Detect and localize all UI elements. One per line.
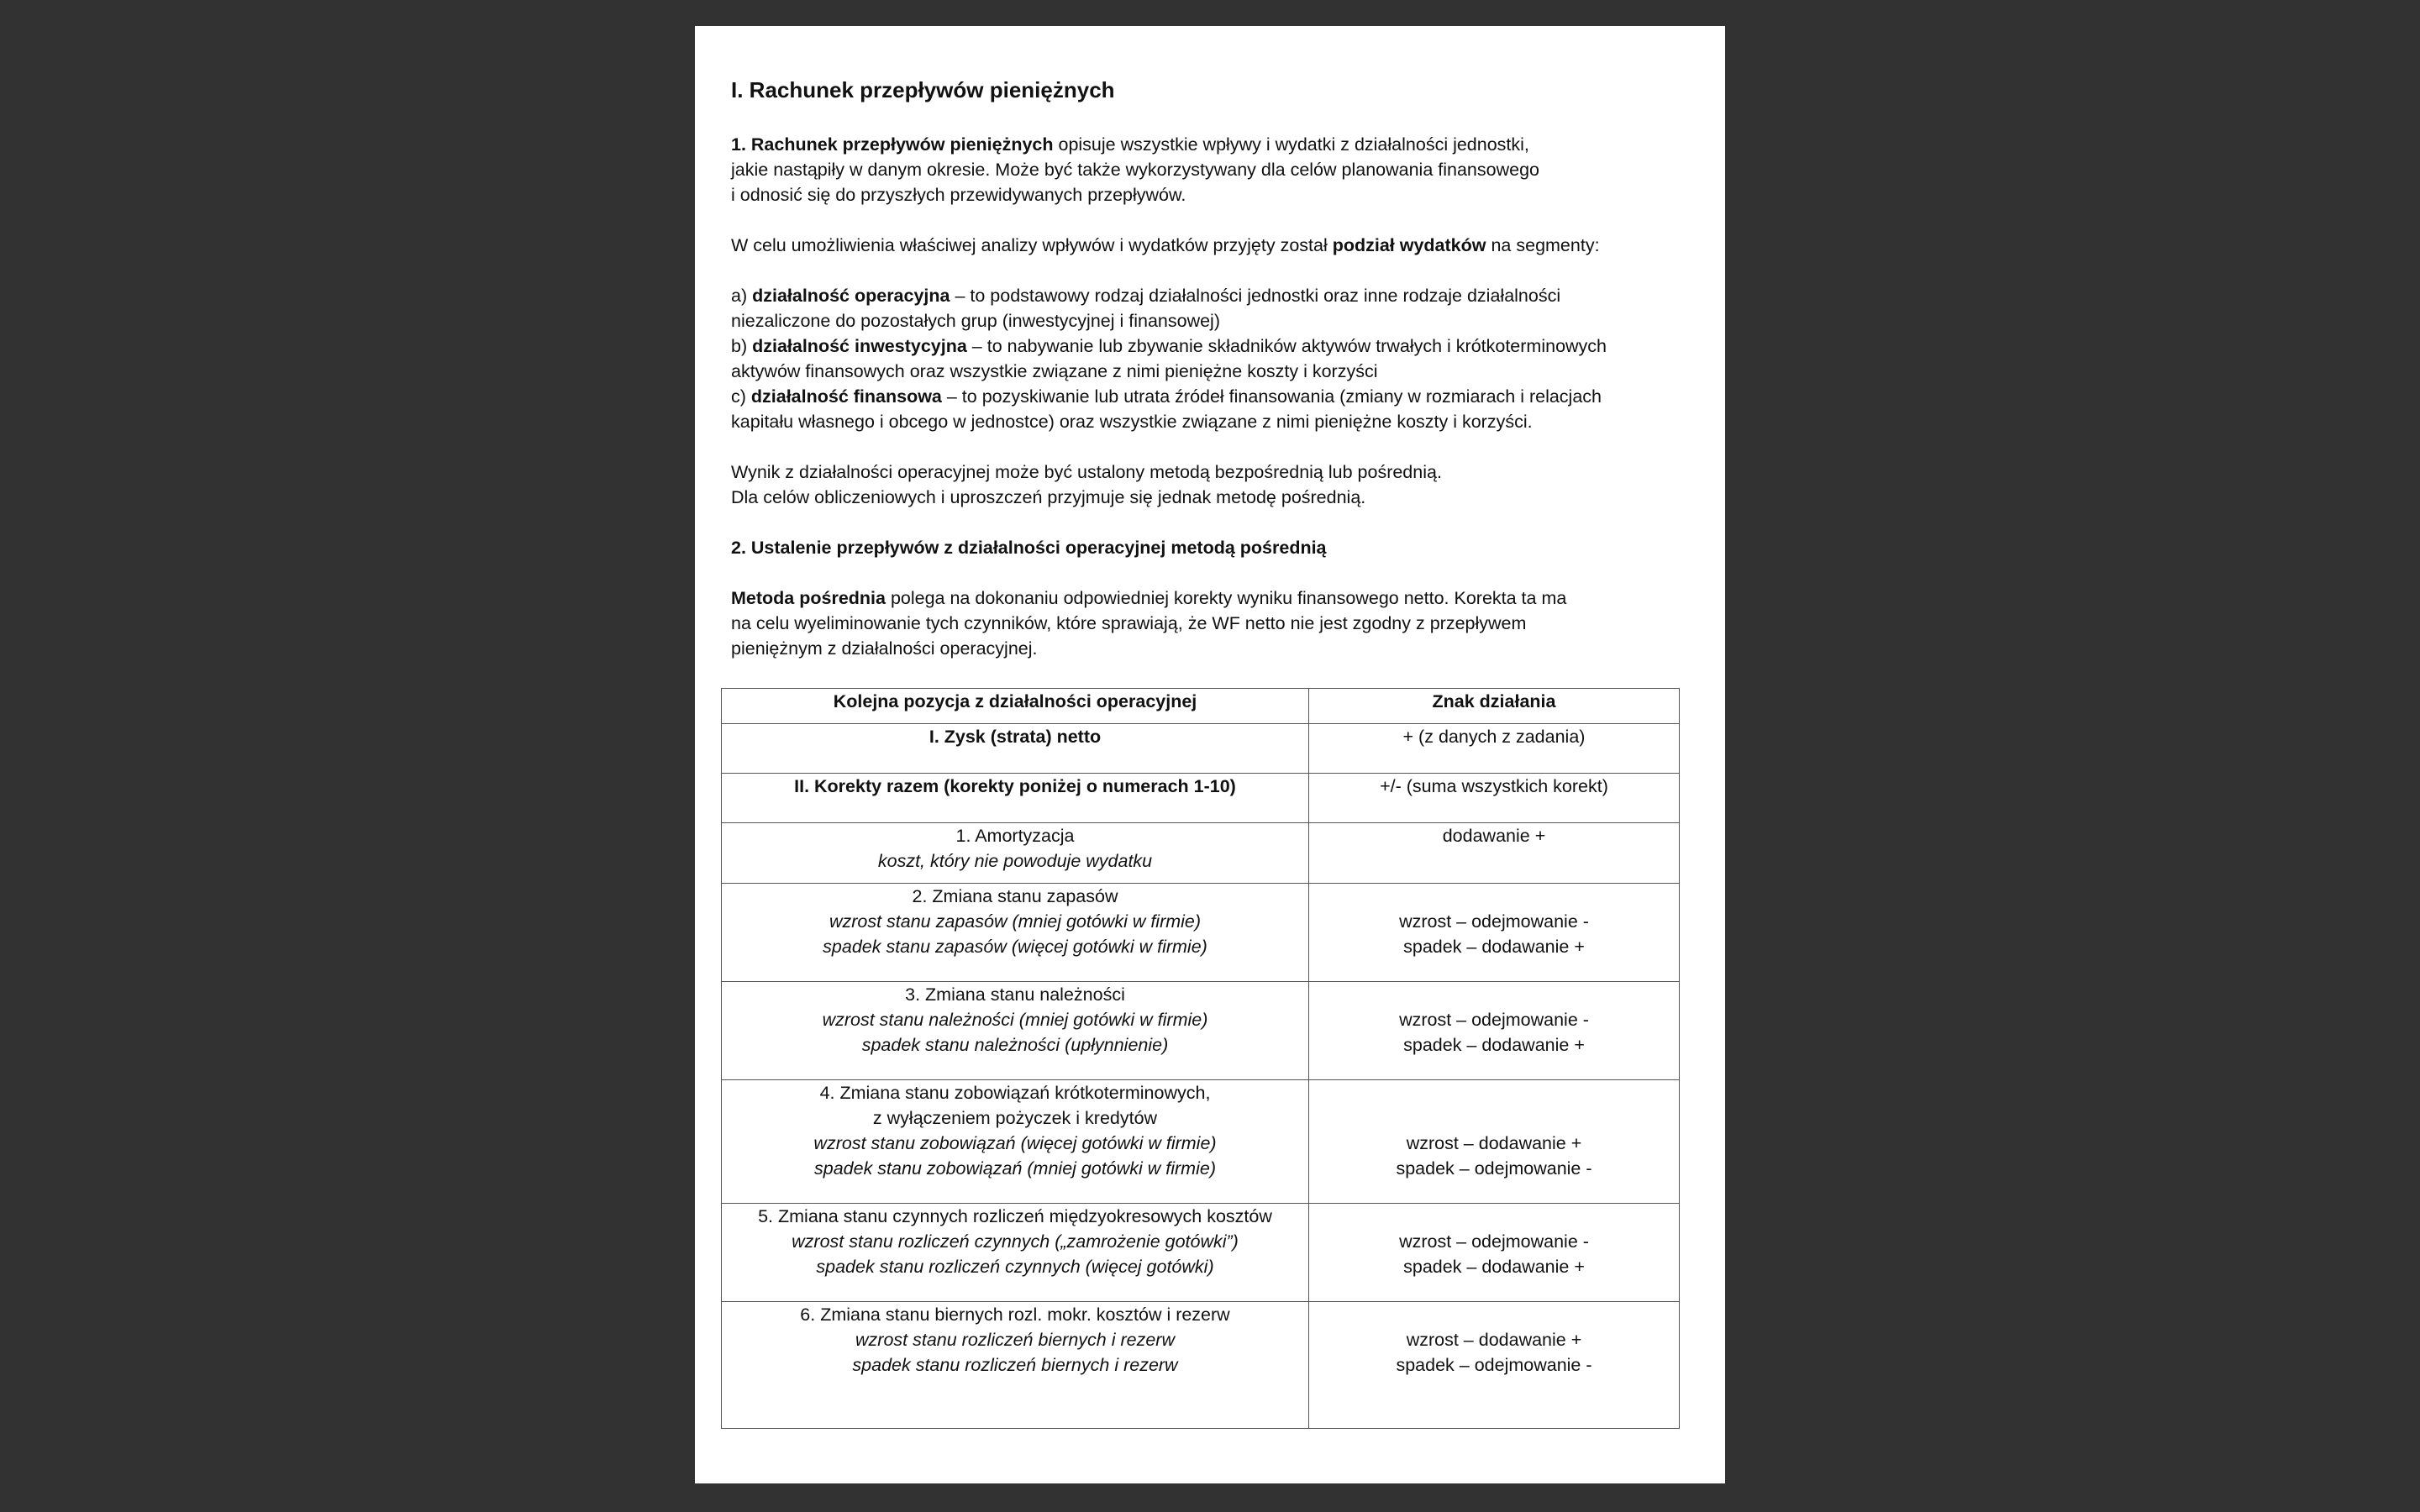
document-page bbox=[695, 26, 1725, 1483]
table-row: 6. Zmiana stanu biernych rozl. mokr. kosztów i rezerw wzrost stanu rozliczeń biernych i rezerw spadek stanu rozliczeń biernych i rezerw wzrost – dodawanie + spadek – odejmowanie - bbox=[722, 1302, 1680, 1429]
page-content bbox=[731, 73, 1697, 686]
segments-list: a) działalność operacyjna – to podstawowy rodzaj działalności jednostki oraz inne rodzaje działalności niezaliczone do pozostałych grup (inwestycyjnej i finansowej) b) działalność inwestycyjna – to nabywanie lub zbywanie składników aktywów trwałych i krótkoterminowych aktywów finansowych oraz wszystkie związane z nimi pieniężne koszty i korzyści c) działalność finansowa – to pozyskiwanie lub utrata źródeł finansowania (zmiany w rozmiarach i relacjach kapitału własnego i obcego w jednostce) oraz wszystkie związane z nimi pieniężne koszty i korzyści. bbox=[731, 283, 1697, 434]
header-sign: Znak działania bbox=[1309, 689, 1680, 724]
segment-a: a) działalność operacyjna – to podstawowy rodzaj działalności jednostki oraz inne rodzaje działalności bbox=[731, 286, 1561, 306]
table-row: 2. Zmiana stanu zapasów wzrost stanu zapasów (mniej gotówki w firmie) spadek stanu zapasów (więcej gotówki w firmie) wzrost – odejmowanie - spadek – dodawanie + bbox=[722, 884, 1680, 982]
segment-c: c) działalność finansowa – to pozyskiwanie lub utrata źródeł finansowania (zmiany w rozmiarach i relacjach bbox=[731, 386, 1602, 407]
paragraph-method: Wynik z działalności operacyjnej może być ustalony metodą bezpośrednią lub pośrednią. Dla celów obliczeniowych i uproszczeń przyjmuje się jednak metodę pośrednią. bbox=[731, 462, 1442, 507]
table-header-row bbox=[722, 689, 1680, 724]
operations-table bbox=[721, 688, 1680, 1429]
table-row: 1. Amortyzacja koszt, który nie powoduje wydatku dodawanie + bbox=[722, 823, 1680, 884]
section-2-title: 2. Ustalenie przepływów z działalności operacyjnej metodą pośrednią bbox=[731, 538, 1327, 558]
table-row: 3. Zmiana stanu należności wzrost stanu należności (mniej gotówki w firmie) spadek stanu należności (upłynnienie) wzrost – odejmowanie - spadek – dodawanie + bbox=[722, 982, 1680, 1080]
intro-bold: 1. Rachunek przepływów pieniężnych bbox=[731, 134, 1054, 155]
segment-b: b) działalność inwestycyjna – to nabywanie lub zbywanie składników aktywów trwałych i krótkoterminowych bbox=[731, 336, 1607, 356]
table-row: II. Korekty razem (korekty poniżej o numerach 1-10) +/- (suma wszystkich korekt) bbox=[722, 774, 1680, 823]
paragraph-division: W celu umożliwienia właściwej analizy wpływów i wydatków przyjęty został podział wydatków na segmenty: bbox=[731, 235, 1600, 255]
table-row: 4. Zmiana stanu zobowiązań krótkoterminowych, z wyłączeniem pożyczek i kredytów wzrost stanu zobowiązań (więcej gotówki w firmie) spadek stanu zobowiązań (mniej gotówki w firmie) wzrost – dodawanie + spadek – odejmowanie - bbox=[722, 1080, 1680, 1204]
table-row: I. Zysk (strata) netto + (z danych z zadania) bbox=[722, 724, 1680, 774]
table-row: 5. Zmiana stanu czynnych rozliczeń międzyokresowych kosztów wzrost stanu rozliczeń czynnych („zamrożenie gotówki”) spadek stanu rozliczeń czynnych (więcej gotówki) wzrost – odejmowanie - spadek – dodawanie + bbox=[722, 1204, 1680, 1302]
paragraph-indirect: Metoda pośrednia polega na dokonaniu odpowiedniej korekty wyniku finansowego netto. Korekta ta ma na celu wyeliminowanie tych czynników, które sprawiają, że WF netto nie jest zgodny z przepływem pieniężnym z działalności operacyjnej. bbox=[731, 588, 1567, 659]
page-title: I. Rachunek przepływów pieniężnych bbox=[731, 77, 1115, 102]
paragraph-intro: 1. Rachunek przepływów pieniężnych opisuje wszystkie wpływy i wydatki z działalności jednostki, jakie nastąpiły w danym okresie. Może być także wykorzystywany dla celów planowania finansowego i odnosić się do przyszłych przewidywanych przepływów. bbox=[731, 134, 1539, 205]
header-position: Kolejna pozycja z działalności operacyjnej bbox=[722, 689, 1309, 724]
